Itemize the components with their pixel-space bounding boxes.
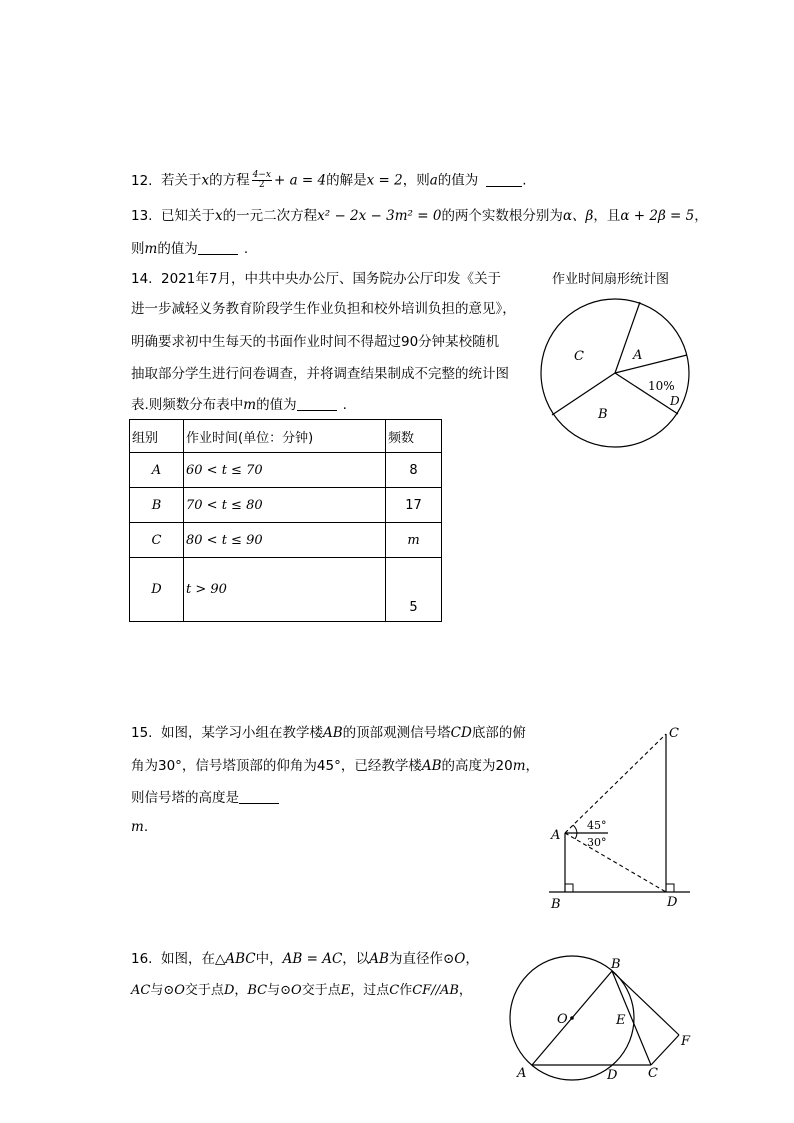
label-b: B (611, 957, 621, 972)
question-16-line-2: AC与⊙O交于点D，BC与⊙O交于点E，过点C作CF//AB， (131, 983, 472, 998)
question-15-line-4: m. (131, 819, 149, 835)
question-12: 12. 若关于x的方程 $\frac{4-x}{2}$ + a = 4的解是x = 2，则a的值为 . (131, 170, 527, 190)
pie-label-b: B (598, 407, 608, 422)
question-13-line-2: 则m的值为 . (131, 241, 249, 257)
table-cell: A (130, 453, 184, 488)
answer-blank[interactable] (239, 789, 279, 804)
table-cell: t > 90 (184, 558, 386, 622)
question-15-line-3: 则信号塔的高度是 (131, 789, 279, 807)
circle-figure (505, 950, 705, 1085)
frequency-table (129, 419, 442, 622)
tower-figure (540, 722, 700, 914)
question-15: 15. 如图，某学习小组在教学楼AB的顶部观测信号塔CD底部的俯 (131, 725, 526, 741)
label-f: F (681, 1034, 691, 1049)
label-b: B (551, 897, 561, 912)
sight-line-ac (565, 734, 666, 833)
table-cell: m (386, 523, 442, 558)
answer-blank[interactable] (297, 396, 337, 411)
pie-sector-line-ad (615, 355, 687, 373)
right-angle-d (666, 884, 674, 892)
label-a: A (517, 1066, 527, 1081)
angle-arc-45 (573, 825, 577, 833)
label-c: C (669, 726, 679, 741)
table-cell: D (130, 558, 184, 622)
segment-cf (651, 1035, 679, 1065)
table-header-cell: 组别 (130, 420, 184, 453)
question-16: 16. 如图，在△ABC中，AB = AC，以AB为直径作⊙O， (131, 951, 479, 967)
label-e: E (616, 1013, 626, 1028)
table-row (130, 453, 442, 488)
label-45: 45° (587, 819, 607, 832)
question-13: 13. 已知关于x的一元二次方程x² − 2x − 3m² = 0的两个实数根分别为α、β，且α + 2β = 5， (131, 208, 708, 224)
answer-blank[interactable] (486, 172, 522, 187)
pie-label-d: D (670, 394, 680, 408)
label-d: D (667, 895, 678, 910)
table-cell: 17 (386, 488, 442, 523)
answer-blank[interactable] (198, 240, 238, 255)
label-c: C (648, 1066, 658, 1081)
table-row (130, 558, 442, 622)
table-header-cell: 作业时间(单位：分钟) (184, 420, 386, 453)
angle-arc-30 (575, 833, 577, 839)
question-14-line-5: 表.则频数分布表中m的值为 . (131, 397, 347, 413)
question-number: 15. (131, 725, 153, 741)
table-cell: 70 < t ≤ 80 (184, 488, 386, 523)
table-cell: 60 < t ≤ 70 (184, 453, 386, 488)
label-d: D (607, 1068, 618, 1083)
pie-label-a: A (633, 348, 643, 363)
table-cell: 5 (386, 558, 442, 622)
table-cell: 8 (386, 453, 442, 488)
right-angle-b (565, 884, 573, 892)
question-number: 13. (131, 208, 153, 224)
fraction: $\frac{4-x}{2}$ (252, 170, 271, 190)
table-header-cell: 频数 (386, 420, 442, 453)
table-cell: 80 < t ≤ 90 (184, 523, 386, 558)
table-cell: B (130, 488, 184, 523)
table-row (130, 488, 442, 523)
label-a: A (551, 828, 561, 843)
question-14-line-4: 抽取部分学生进行问卷调查，并将调查结果制成不完整的统计图 (131, 366, 509, 382)
point-o (570, 1016, 574, 1020)
question-15-line-2: 角为30°，信号塔顶部的仰角为45°，已经教学楼AB的高度为20m， (131, 758, 540, 774)
table-row (130, 523, 442, 558)
table-header-row (130, 420, 442, 453)
question-number: 12. (131, 172, 153, 189)
question-number: 16. (131, 951, 153, 967)
pie-title: 作业时间扇形统计图 (552, 272, 670, 287)
table-cell: C (130, 523, 184, 558)
label-30: 30° (587, 836, 607, 849)
question-14: 14. 2021年7月，中共中央办公厅、国务院办公厅印发《关于 (131, 271, 501, 287)
question-number: 14. (131, 271, 153, 287)
pie-label-c: C (574, 349, 584, 364)
question-14-line-3: 明确要求初中生每天的书面作业时间不得超过90分钟某校随机 (131, 334, 500, 350)
pie-label-pct: 10% (648, 379, 675, 393)
question-14-line-2: 进一步减轻义务教育阶段学生作业负担和校外培训负担的意见》， (131, 301, 516, 317)
pie-chart (536, 298, 696, 450)
sight-line-ad (565, 833, 666, 892)
label-o: O (557, 1012, 568, 1027)
